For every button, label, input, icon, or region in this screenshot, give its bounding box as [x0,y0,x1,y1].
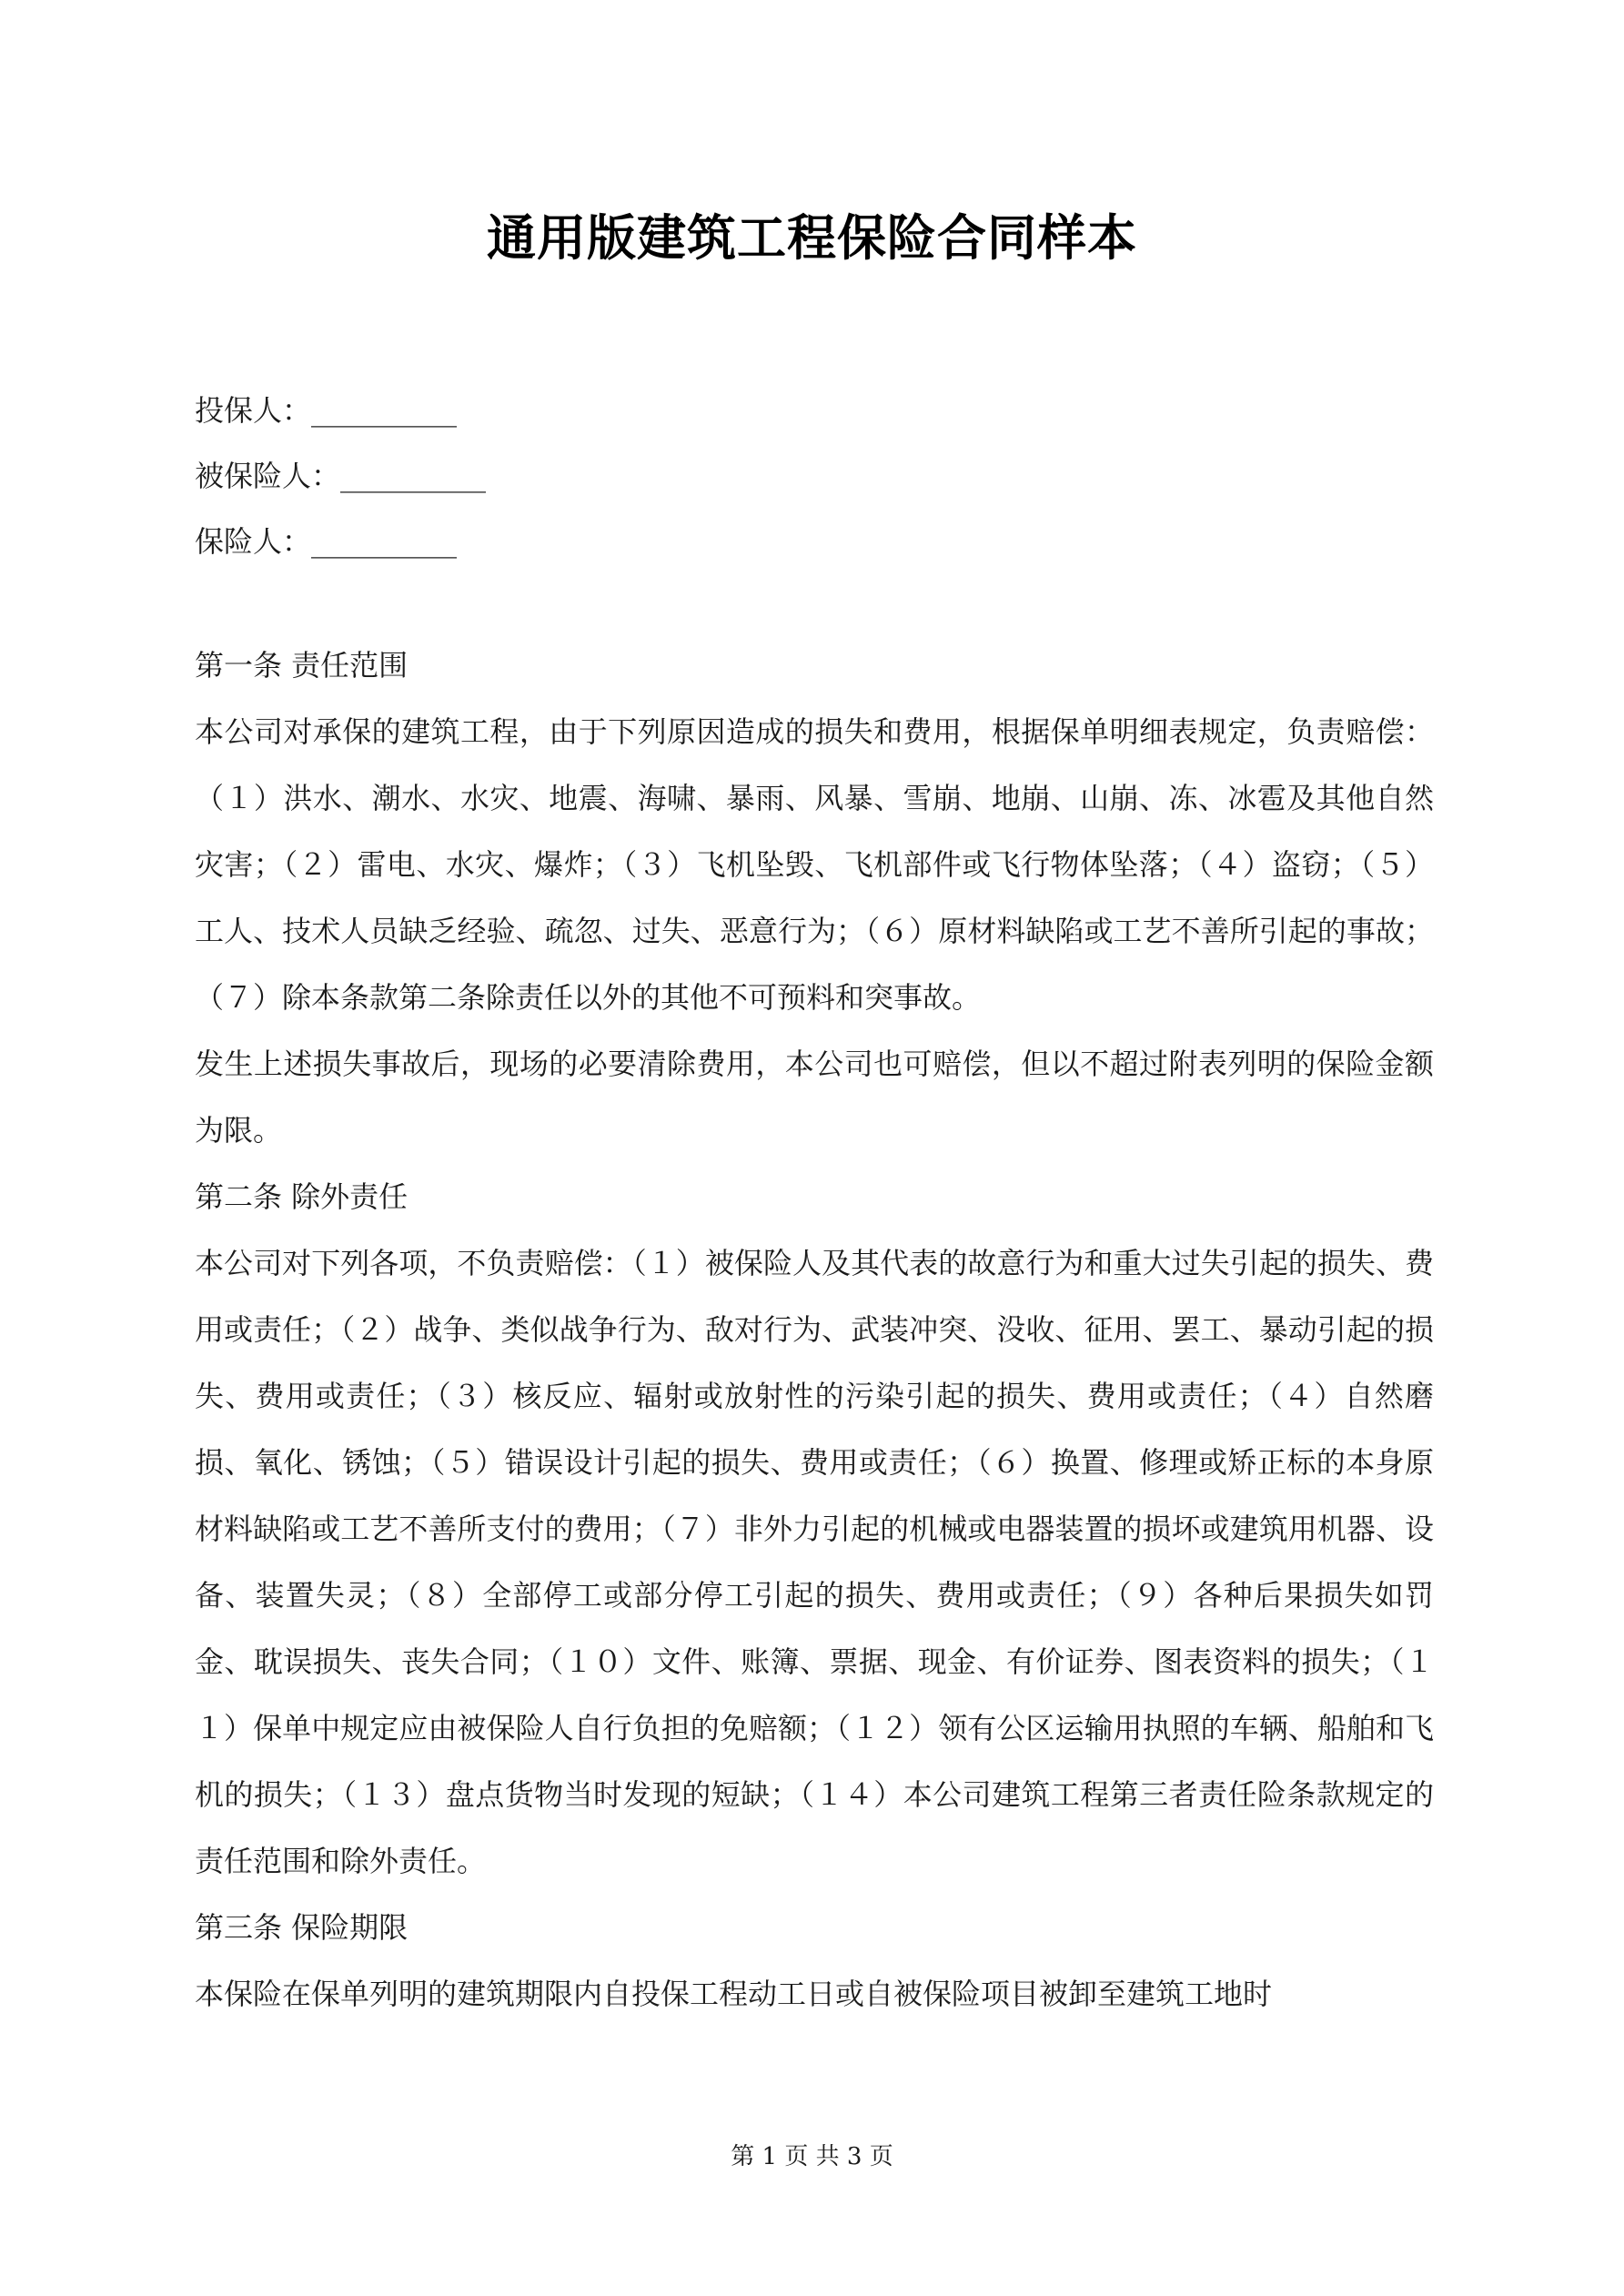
policyholder-line: 投保人：__________ [195,393,458,428]
party-block [195,378,1432,574]
document-title: 通用版建筑工程保险合同样本 [487,209,1137,267]
insurer-line: 保险人：__________ [195,524,458,559]
section-paragraph: 本公司对下列各项，不负责赔偿：（１）被保险人及其代表的故意行为和重大过失引起的损失、费用或责任；（２）战争、类似战争行为、敌对行为、武装冲突、没收、征用、罢工、暴动引起的损失、费用或责任；（３）核反应、辐射或放射性的污染引起的损失、费用或责任；（４）自然磨损、氧化、锈蚀；（５）错误设计引起的损失、费用或责任；（６）换置、修理或矫正标的本身原材料缺陷或工艺不善所支付的费用；（７）非外力引起的机械或电器装置的损坏或建筑用机器、设备、装置失灵；（８）全部停工或部分停工引起的损失、费用或责任；（９）各种后果损失如罚金、耽误损失、丧失合同；（１０）文件、账簿、票据、现金、有价证券、图表资料的损失；（１１）保单中规定应由被保险人自行负担的免赔额；（１２）领有公区运输用执照的车辆、船舶和飞机的损失；（１３）盘点货物当时发现的短缺；（１４）本公司建筑工程第三者责任险条款规定的责任范围和除外责任。 [195,1246,1434,1878]
section-paragraph: 发生上述损失事故后，现场的必要清除费用，本公司也可赔偿，但以不超过附表列明的保险金额为限。 [195,1047,1434,1148]
section-heading: 第二条 除外责任 [195,1179,409,1214]
document-body [195,632,1434,2028]
section-heading: 第一条 责任范围 [195,648,409,683]
section-heading: 第三条 保险期限 [195,1910,409,1945]
page-number-footer: 第 1 页 共 3 页 [731,2143,893,2170]
section-paragraph: 本保险在保单列明的建筑期限内自投保工程动工日或自被保险项目被卸至建筑工地时 [195,1977,1273,2011]
section-paragraph: 本公司对承保的建筑工程，由于下列原因造成的损失和费用，根据保单明细表规定，负责赔偿：（１）洪水、潮水、水灾、地震、海啸、暴雨、风暴、雪崩、地崩、山崩、冻、冰雹及其他自然灾害；（２）雷电、水灾、爆炸；（３）飞机坠毁、飞机部件或飞行物体坠落；（４）盗窃；（５）工人、技术人员缺乏经验、疏忽、过失、恶意行为；（６）原材料缺陷或工艺不善所引起的事故；（７）除本条款第二条除责任以外的其他不可预料和突事故。 [195,714,1434,1015]
insured-line: 被保险人：__________ [195,459,487,493]
